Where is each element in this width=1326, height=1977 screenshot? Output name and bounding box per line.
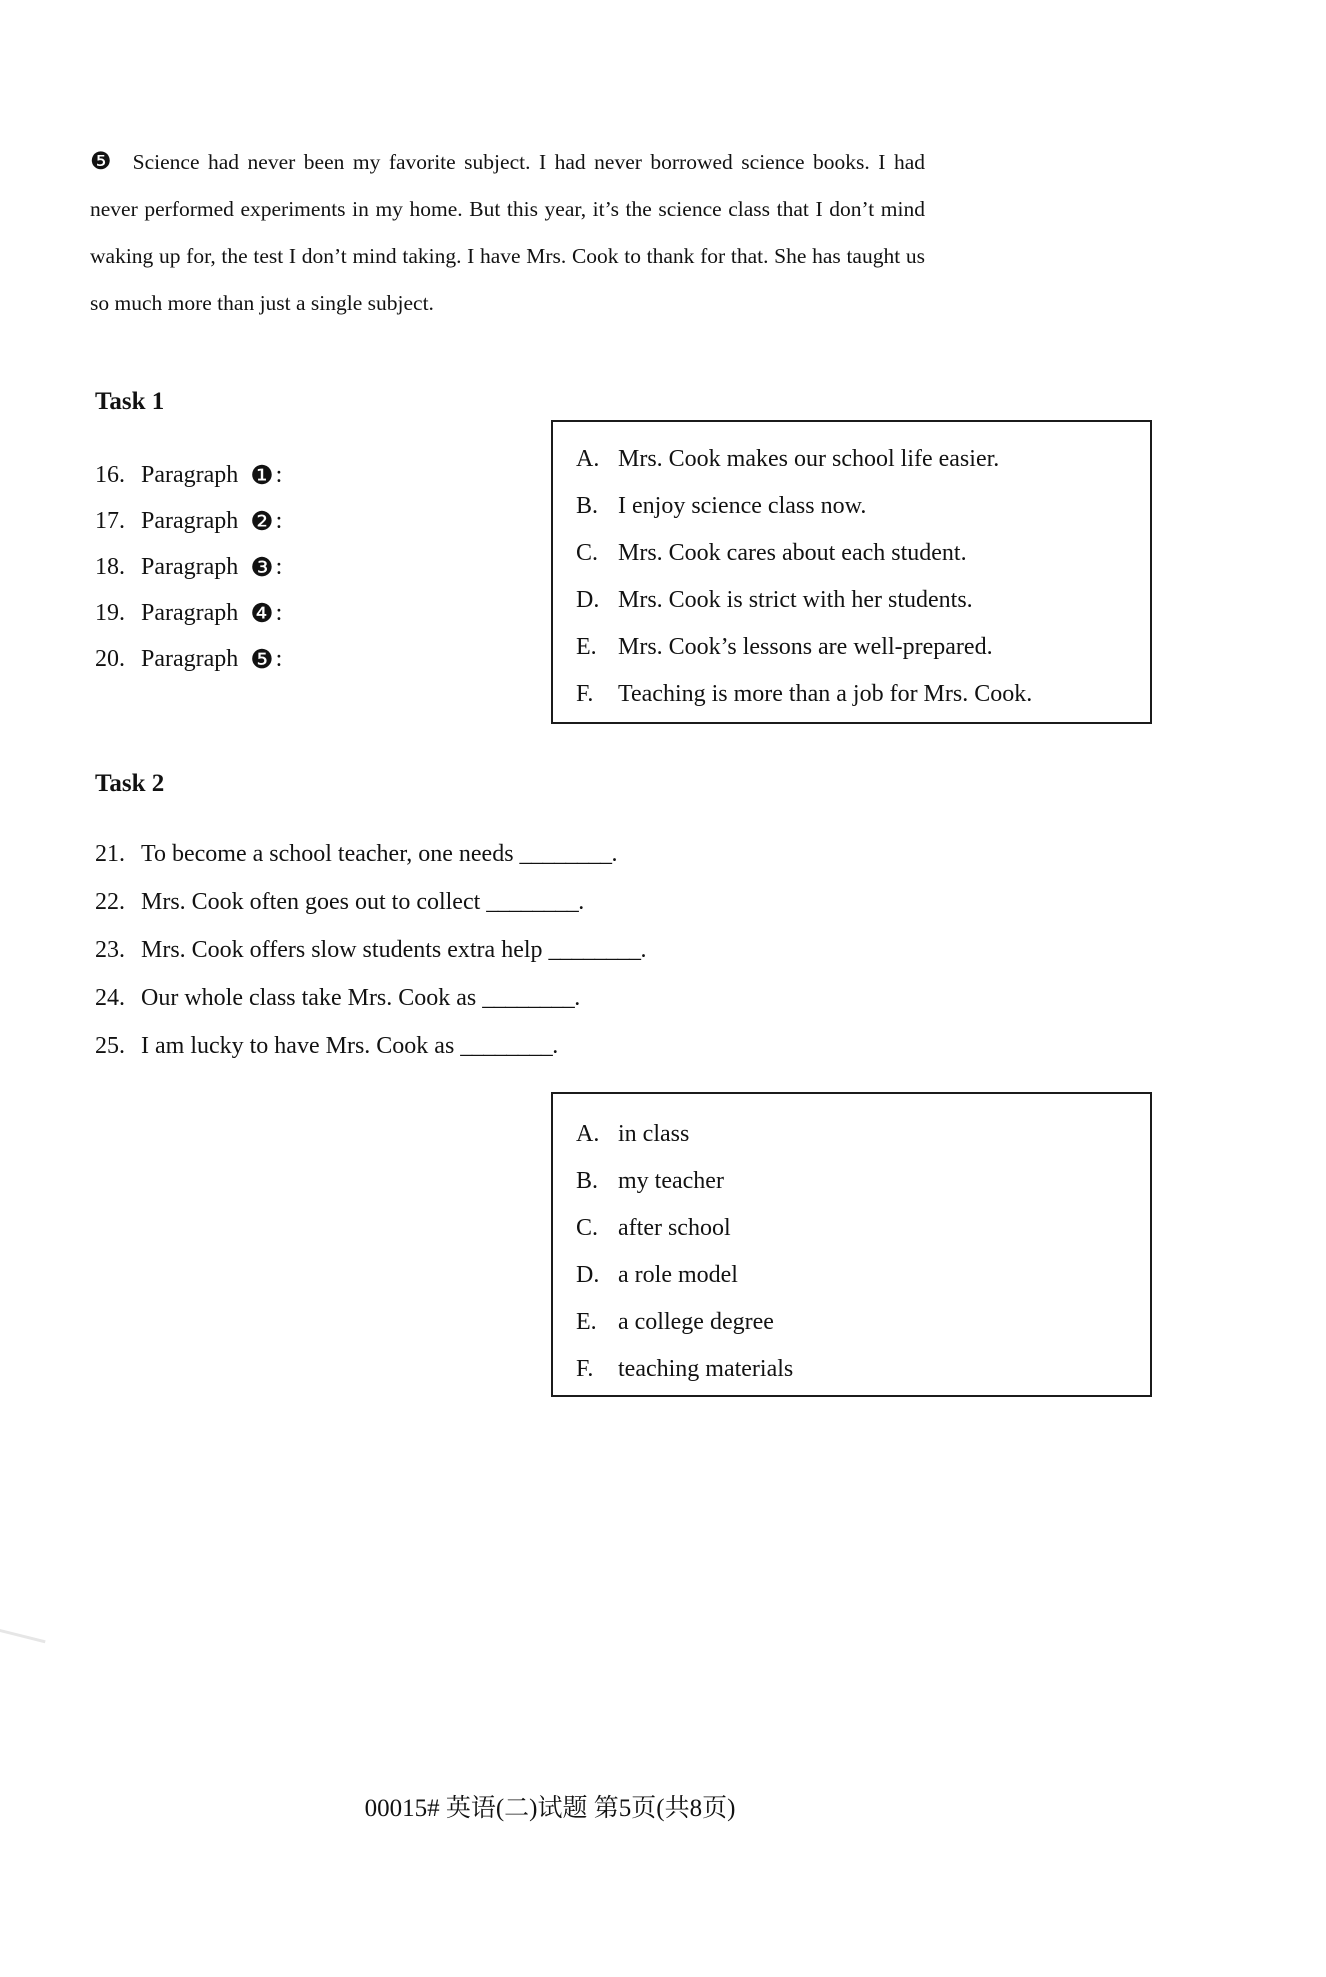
circled-4-marker: ❹	[250, 599, 274, 629]
passage-line: never performed experiments in my home. But this year, it’s the science class that I don’t mind	[90, 197, 925, 221]
option-row-d	[576, 1252, 1150, 1299]
option-letter: A.	[576, 1121, 600, 1147]
colon: :	[275, 462, 283, 488]
question-number: 20.	[95, 646, 125, 672]
option-text: Teaching is more than a job for Mrs. Cook.	[618, 681, 1033, 707]
option-text: Mrs. Cook makes our school life easier.	[618, 446, 1000, 472]
question-text: To become a school teacher, one needs	[141, 841, 514, 867]
question-number: 16.	[95, 462, 125, 488]
question-item-24	[95, 974, 647, 1022]
question-number: 18.	[95, 554, 125, 580]
option-row-b	[576, 483, 1150, 530]
circled-3-marker: ❸	[250, 553, 274, 583]
circled-5-marker: ❺	[90, 147, 115, 175]
passage-paragraph-5	[90, 138, 925, 327]
task1-heading: Task 1	[95, 388, 165, 415]
option-row-d	[576, 577, 1150, 624]
period: .	[552, 1033, 559, 1059]
option-row-a	[576, 1111, 1150, 1158]
option-row-f	[576, 671, 1150, 718]
option-row-c	[576, 530, 1150, 577]
passage-line: waking up for, the test I don’t mind taking. I have Mrs. Cook to thank for that. She has taught us	[90, 244, 925, 268]
blank-line: ________	[460, 1033, 553, 1059]
colon: :	[275, 646, 283, 672]
question-number: 25.	[95, 1033, 125, 1059]
blank-line: ________	[548, 937, 641, 963]
question-item-23	[95, 926, 647, 974]
paragraph-label: Paragraph	[141, 462, 239, 488]
option-text: a role model	[618, 1262, 738, 1288]
option-text: my teacher	[618, 1168, 724, 1194]
option-letter: B.	[576, 493, 599, 519]
option-letter: A.	[576, 446, 600, 472]
option-text: I enjoy science class now.	[618, 493, 867, 519]
option-text: teaching materials	[618, 1356, 794, 1382]
period: .	[611, 841, 618, 867]
blank-line: ________	[519, 841, 612, 867]
passage-line: so much more than just a single subject.	[90, 291, 434, 315]
task1-options-box	[551, 420, 1152, 724]
question-number: 21.	[95, 841, 125, 867]
option-row-c	[576, 1205, 1150, 1252]
paragraph-label: Paragraph	[141, 646, 239, 672]
option-row-f	[576, 1346, 1150, 1393]
option-letter: C.	[576, 540, 599, 566]
question-number: 24.	[95, 985, 125, 1011]
scan-artifact-line	[0, 1628, 46, 1643]
option-letter: D.	[576, 587, 600, 613]
paragraph-label: Paragraph	[141, 600, 239, 626]
option-row-e	[576, 624, 1150, 671]
option-text: a college degree	[618, 1309, 774, 1335]
period: .	[578, 889, 585, 915]
option-letter: E.	[576, 634, 597, 660]
question-item-22	[95, 878, 647, 926]
option-letter: E.	[576, 1309, 597, 1335]
circled-1-marker: ❶	[250, 461, 274, 491]
option-text: in class	[618, 1121, 690, 1147]
option-letter: D.	[576, 1262, 600, 1288]
option-letter: B.	[576, 1168, 599, 1194]
task2-heading: Task 2	[95, 770, 165, 797]
colon: :	[275, 508, 283, 534]
question-number: 17.	[95, 508, 125, 534]
option-text: Mrs. Cook cares about each student.	[618, 540, 967, 566]
colon: :	[275, 554, 283, 580]
option-row-e	[576, 1299, 1150, 1346]
option-letter: F.	[576, 1356, 594, 1382]
question-item-21	[95, 830, 647, 878]
circled-5-marker: ❺	[250, 645, 274, 675]
question-item-18	[95, 544, 282, 590]
question-text: Our whole class take Mrs. Cook as	[141, 985, 477, 1011]
option-row-a	[576, 436, 1150, 483]
question-text: Mrs. Cook offers slow students extra help	[141, 937, 543, 963]
passage-text: Science had never been my favorite subject. I had never borrowed science books. I had	[132, 150, 925, 174]
paragraph-label: Paragraph	[141, 554, 239, 580]
option-text: Mrs. Cook is strict with her students.	[618, 587, 973, 613]
circled-2-marker: ❷	[250, 507, 274, 537]
option-row-b	[576, 1158, 1150, 1205]
question-number: 19.	[95, 600, 125, 626]
page-footer: 00015# 英语(二)试题 第5页(共8页)	[364, 1795, 736, 1822]
period: .	[640, 937, 647, 963]
option-letter: F.	[576, 681, 594, 707]
question-item-20	[95, 636, 282, 682]
period: .	[574, 985, 581, 1011]
question-number: 23.	[95, 937, 125, 963]
question-item-25	[95, 1022, 647, 1070]
question-text: I am lucky to have Mrs. Cook as	[141, 1033, 455, 1059]
option-text: after school	[618, 1215, 731, 1241]
question-item-19	[95, 590, 282, 636]
blank-line: ________	[486, 889, 579, 915]
colon: :	[275, 600, 283, 626]
task2-question-list	[95, 830, 647, 1070]
question-item-17	[95, 498, 282, 544]
passage-line	[90, 138, 925, 186]
option-text: Mrs. Cook’s lessons are well-prepared.	[618, 634, 993, 660]
question-item-16	[95, 452, 282, 498]
blank-line: ________	[482, 985, 575, 1011]
question-number: 22.	[95, 889, 125, 915]
question-text: Mrs. Cook often goes out to collect	[141, 889, 481, 915]
task1-question-list	[95, 452, 282, 682]
option-letter: C.	[576, 1215, 599, 1241]
task2-options-box	[551, 1092, 1152, 1397]
paragraph-label: Paragraph	[141, 508, 239, 534]
